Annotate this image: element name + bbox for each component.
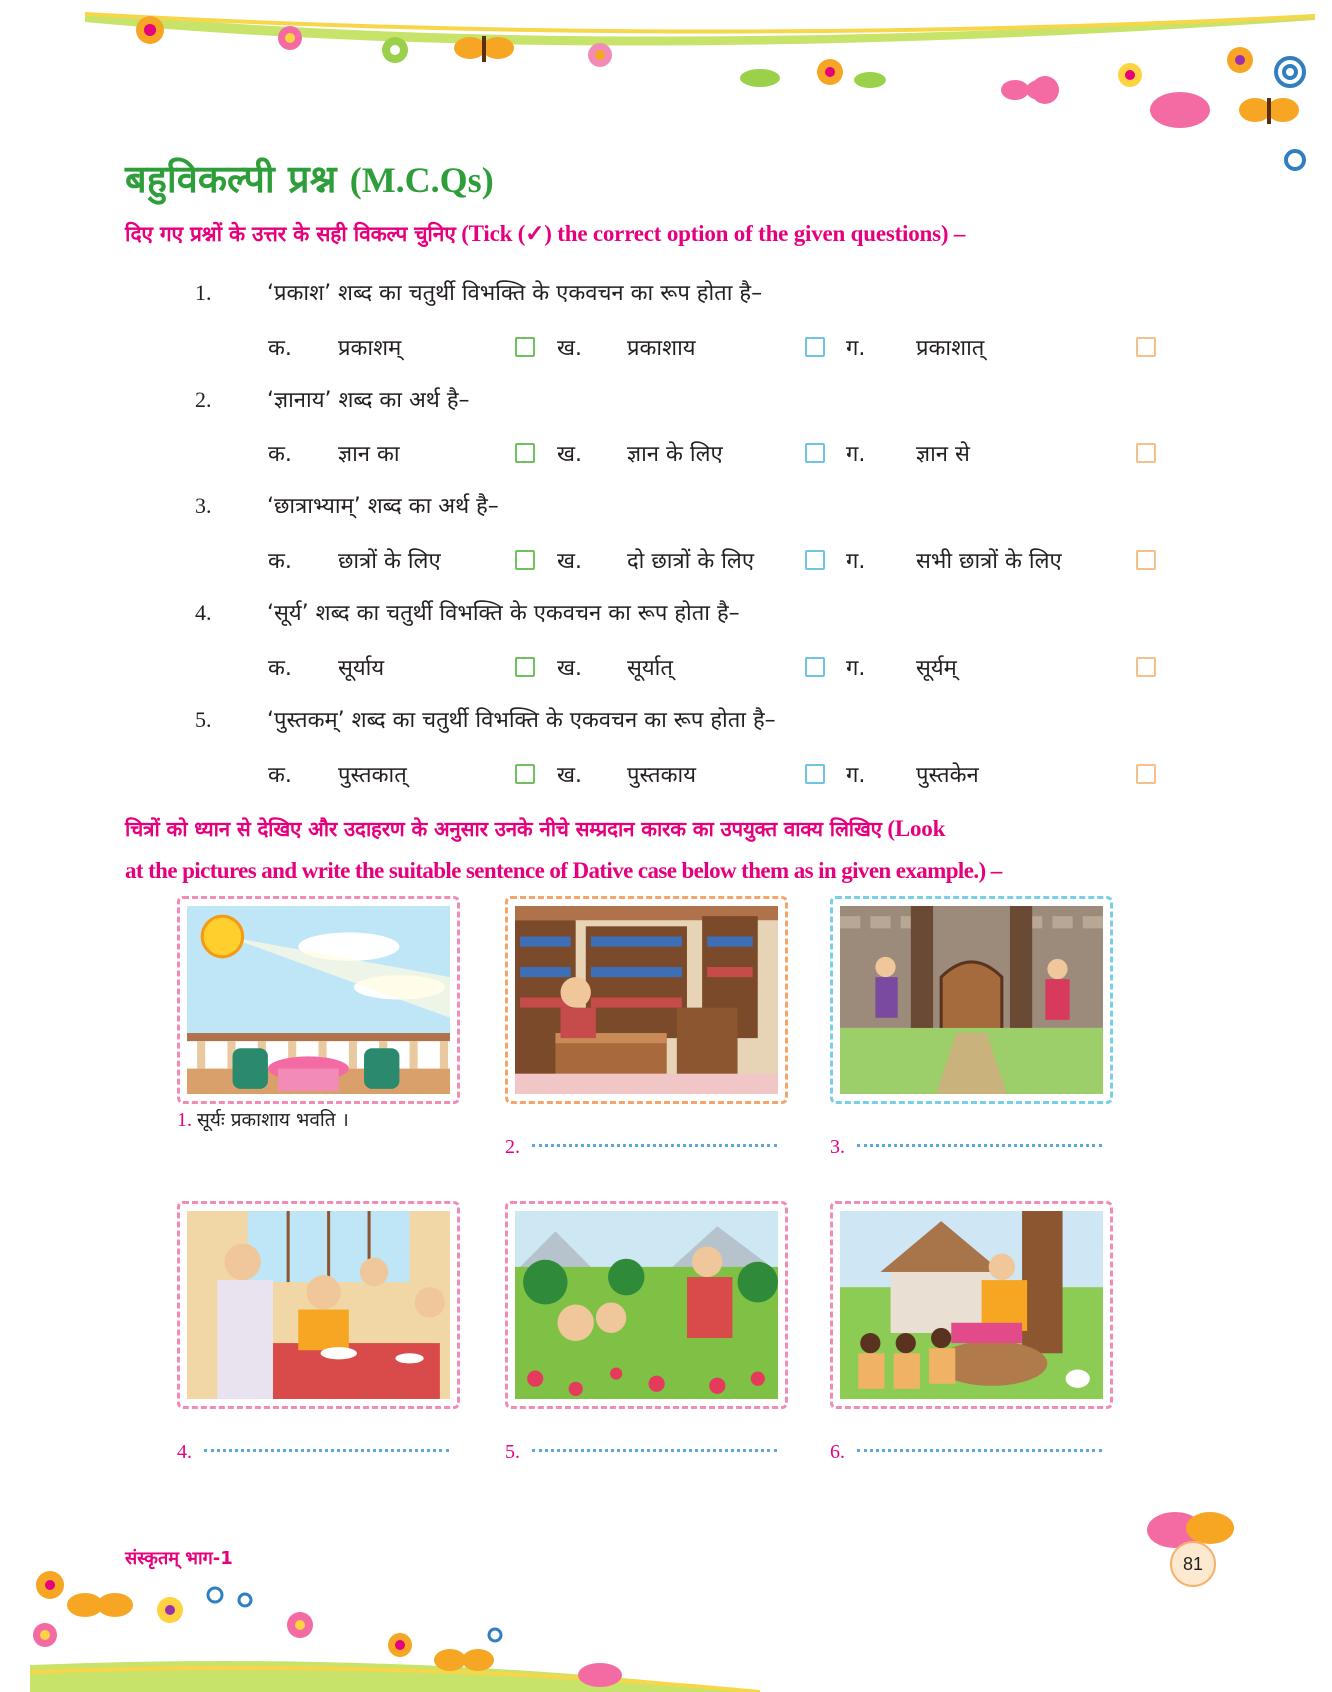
option-checkbox[interactable] <box>805 657 825 677</box>
option-checkbox[interactable] <box>1136 550 1156 570</box>
option-checkbox[interactable] <box>515 550 535 570</box>
option-label: ग. <box>846 549 866 574</box>
picture-fort-guards <box>830 896 1113 1104</box>
caption-sentence: सूर्यः प्रकाशाय भवति । <box>197 1109 349 1131</box>
option-checkbox[interactable] <box>1136 657 1156 677</box>
option-text: दो छात्रों के लिए <box>627 549 754 574</box>
option-label: ख. <box>557 336 582 361</box>
question-3 <box>195 490 499 520</box>
picture-caption-6 <box>830 1441 1102 1464</box>
picture-instruction-english-1: (Look <box>887 816 946 841</box>
picture-caption-3 <box>830 1136 1102 1159</box>
option-label: क. <box>268 656 292 681</box>
picture-caption-5 <box>505 1441 777 1464</box>
picture-instruction-hindi: चित्रों को ध्यान से देखिए और उदाहरण के अनुसार उनके नीचे सम्प्रदान कारक का उपयुक्त वाक्य लिखिए <box>125 817 882 841</box>
section-title <box>125 152 494 204</box>
answer-line[interactable] <box>857 1144 1102 1147</box>
mcq-instruction-hindi: दिए गए प्रश्नों के उत्तर के सही विकल्प चुनिए <box>125 222 456 246</box>
picture-caption-4 <box>177 1441 449 1464</box>
question-5 <box>195 704 776 734</box>
section-title-hindi: बहुविकल्पी प्रश्न <box>125 157 337 201</box>
caption-number: 1. <box>177 1109 192 1131</box>
option-text: सूर्यात् <box>627 656 673 681</box>
option-label: ख. <box>557 549 582 574</box>
answer-line[interactable] <box>532 1144 777 1147</box>
option-text: सूर्यम् <box>916 656 957 681</box>
answer-line[interactable] <box>857 1449 1102 1452</box>
section-title-english: (M.C.Qs) <box>349 160 494 200</box>
option-text: पुस्तकात् <box>338 763 407 788</box>
question-text: ‘प्रकाश’ शब्द का चतुर्थी विभक्ति के एकवचन का रूप होता है– <box>267 281 763 306</box>
question-4 <box>195 597 740 627</box>
picture-instruction <box>125 815 945 843</box>
option-label: ग. <box>846 763 866 788</box>
option-text: ज्ञान के लिए <box>627 442 723 467</box>
caption-number: 3. <box>830 1136 845 1158</box>
option-label: क. <box>268 336 292 361</box>
option-label: ख. <box>557 656 582 681</box>
option-checkbox[interactable] <box>805 443 825 463</box>
option-checkbox[interactable] <box>515 657 535 677</box>
option-label: ग. <box>846 442 866 467</box>
option-text: प्रकाशम् <box>338 336 402 361</box>
question-2 <box>195 384 470 414</box>
question-text: ‘सूर्य’ शब्द का चतुर्थी विभक्ति के एकवचन का रूप होता है– <box>267 601 740 626</box>
option-text: सभी छात्रों के लिए <box>916 549 1062 574</box>
option-label: ख. <box>557 763 582 788</box>
option-checkbox[interactable] <box>1136 764 1156 784</box>
mcq-instruction-english: (Tick (✓) the correct option of the given questions) – <box>461 221 966 246</box>
option-text: पुस्तकाय <box>627 763 696 788</box>
option-checkbox[interactable] <box>805 764 825 784</box>
option-checkbox[interactable] <box>1136 443 1156 463</box>
picture-caption-1 <box>177 1106 349 1132</box>
option-text: ज्ञान से <box>916 442 970 467</box>
question-number: 3. <box>195 493 212 518</box>
option-label: क. <box>268 763 292 788</box>
option-checkbox[interactable] <box>1136 337 1156 357</box>
option-text: प्रकाशात् <box>916 336 985 361</box>
question-number: 1. <box>195 280 212 305</box>
floral-border-bottom <box>0 1560 1332 1692</box>
answer-line[interactable] <box>204 1449 449 1452</box>
option-text: ज्ञान का <box>338 442 400 467</box>
question-number: 5. <box>195 707 212 732</box>
option-checkbox[interactable] <box>805 550 825 570</box>
picture-teacher-students <box>830 1201 1113 1409</box>
option-text: पुस्तकेन <box>916 763 979 788</box>
option-checkbox[interactable] <box>515 443 535 463</box>
caption-number: 6. <box>830 1441 845 1463</box>
option-text: सूर्याय <box>338 656 385 681</box>
question-1 <box>195 277 762 307</box>
picture-caption-2 <box>505 1136 777 1159</box>
option-checkbox[interactable] <box>515 337 535 357</box>
swirl-icon <box>208 1588 501 1641</box>
option-label: क. <box>268 442 292 467</box>
question-number: 4. <box>195 600 212 625</box>
picture-sun-balcony <box>177 896 460 1104</box>
question-text: ‘छात्राभ्याम्’ शब्द का अर्थ है– <box>267 494 499 519</box>
answer-line[interactable] <box>532 1449 777 1452</box>
option-label: ख. <box>557 442 582 467</box>
option-label: ग. <box>846 656 866 681</box>
question-text: ‘पुस्तकम्’ शब्द का चतुर्थी विभक्ति के एकवचन का रूप होता है– <box>267 708 776 733</box>
caption-number: 4. <box>177 1441 192 1463</box>
option-text: प्रकाशाय <box>627 336 696 361</box>
picture-garden-gardener <box>505 1201 788 1409</box>
picture-family-dinner <box>177 1201 460 1409</box>
page-number: 81 <box>1170 1541 1216 1587</box>
question-number: 2. <box>195 387 212 412</box>
option-label: क. <box>268 549 292 574</box>
question-text: ‘ज्ञानाय’ शब्द का अर्थ है– <box>267 388 470 413</box>
mcq-instruction <box>125 220 965 248</box>
picture-instruction-line-2: at the pictures and write the suitable sentence of Dative case below them as in given example.) – <box>125 858 1002 883</box>
book-title: संस्कृतम् भाग-1 <box>125 1548 233 1569</box>
picture-library <box>505 896 788 1104</box>
option-checkbox[interactable] <box>805 337 825 357</box>
option-checkbox[interactable] <box>515 764 535 784</box>
option-text: छात्रों के लिए <box>338 549 441 574</box>
option-label: ग. <box>846 336 866 361</box>
sun-icon <box>202 916 242 957</box>
caption-number: 5. <box>505 1441 520 1463</box>
caption-number: 2. <box>505 1136 520 1158</box>
